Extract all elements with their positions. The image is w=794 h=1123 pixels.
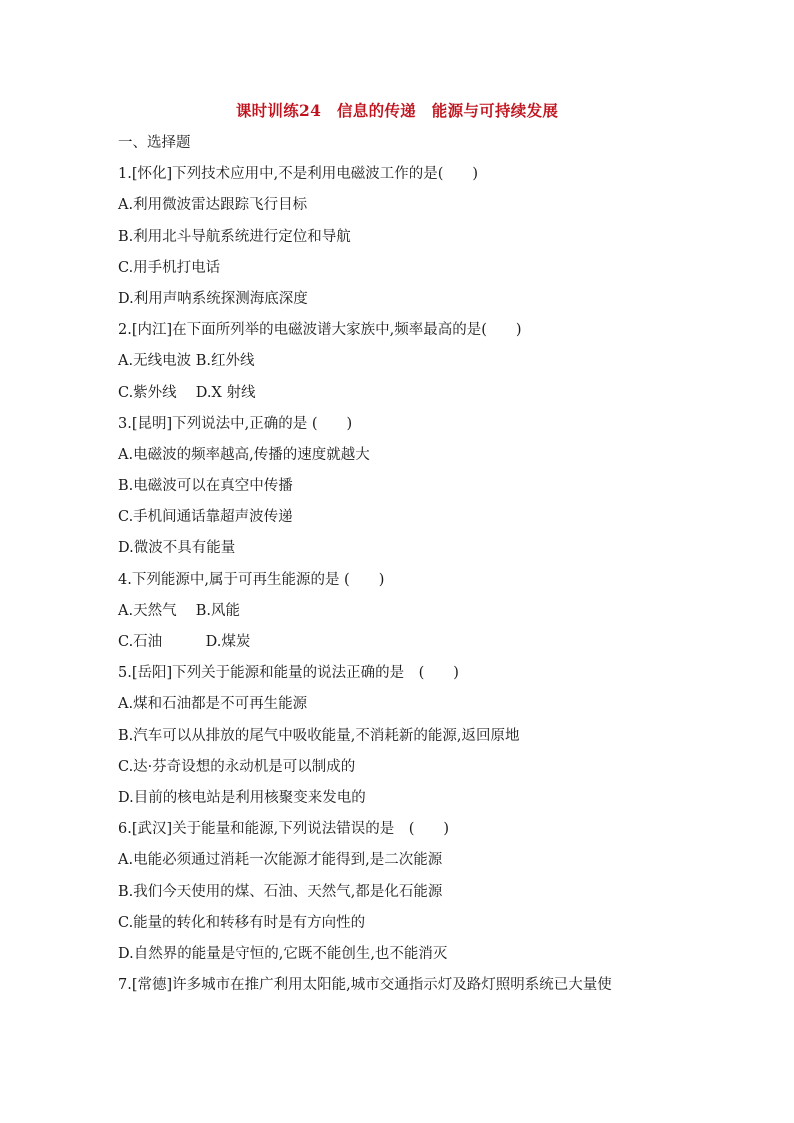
options-2ab: A.无线电波 B.红外线	[118, 353, 255, 370]
question-5: 5.[岳阳]下列关于能源和能量的说法正确的是 ( )	[118, 665, 459, 682]
question-7: 7.[常德]许多城市在推广利用太阳能,城市交通指示灯及路灯照明系统已大量使	[118, 977, 612, 994]
option-3c: C.手机间通话靠超声波传递	[118, 509, 293, 526]
option-3b: B.电磁波可以在真空中传播	[118, 478, 293, 495]
option-3a: A.电磁波的频率越高,传播的速度就越大	[118, 446, 370, 463]
option-6b: B.我们今天使用的煤、石油、天然气,都是化石能源	[118, 883, 443, 900]
option-1b: B.利用北斗导航系统进行定位和导航	[118, 228, 351, 245]
option-1a: A.利用微波雷达跟踪飞行目标	[118, 197, 308, 214]
question-1: 1.[怀化]下列技术应用中,不是利用电磁波工作的是( )	[118, 166, 479, 183]
question-4: 4.下列能源中,属于可再生能源的是 ( )	[118, 571, 385, 588]
option-5b: B.汽车可以从排放的尾气中吸收能量,不消耗新的能源,返回原地	[118, 727, 520, 744]
question-3: 3.[昆明]下列说法中,正确的是 ( )	[118, 415, 353, 432]
options-4cd: C.石油 D.煤炭	[118, 634, 251, 650]
option-6d: D.自然界的能量是守恒的,它既不能创生,也不能消灭	[118, 945, 448, 962]
option-1c: C.用手机打电话	[118, 259, 221, 276]
options-2cd: C.紫外线 D.X 射线	[118, 384, 256, 401]
options-4ab: A.天然气 B.风能	[118, 602, 240, 619]
option-5c: C.达·芬奇设想的永动机是可以制成的	[118, 758, 356, 775]
section-heading: 一、选择题	[118, 135, 191, 151]
option-1d: D.利用声呐系统探测海底深度	[118, 290, 308, 307]
document-title: 课时训练24 信息的传递 能源与可持续发展	[235, 101, 559, 120]
option-6a: A.电能必须通过消耗一次能源才能得到,是二次能源	[118, 852, 443, 869]
option-5a: A.煤和石油都是不可再生能源	[118, 696, 308, 713]
option-3d: D.微波不具有能量	[118, 540, 236, 557]
option-6c: C.能量的转化和转移有时是有方向性的	[118, 914, 366, 931]
question-6: 6.[武汉]关于能量和能源,下列说法错误的是 ( )	[118, 821, 450, 838]
option-5d: D.目前的核电站是利用核聚变来发电的	[118, 789, 366, 806]
question-2: 2.[内江]在下面所列举的电磁波谱大家族中,频率最高的是( )	[118, 322, 522, 339]
question-list	[118, 132, 738, 1005]
